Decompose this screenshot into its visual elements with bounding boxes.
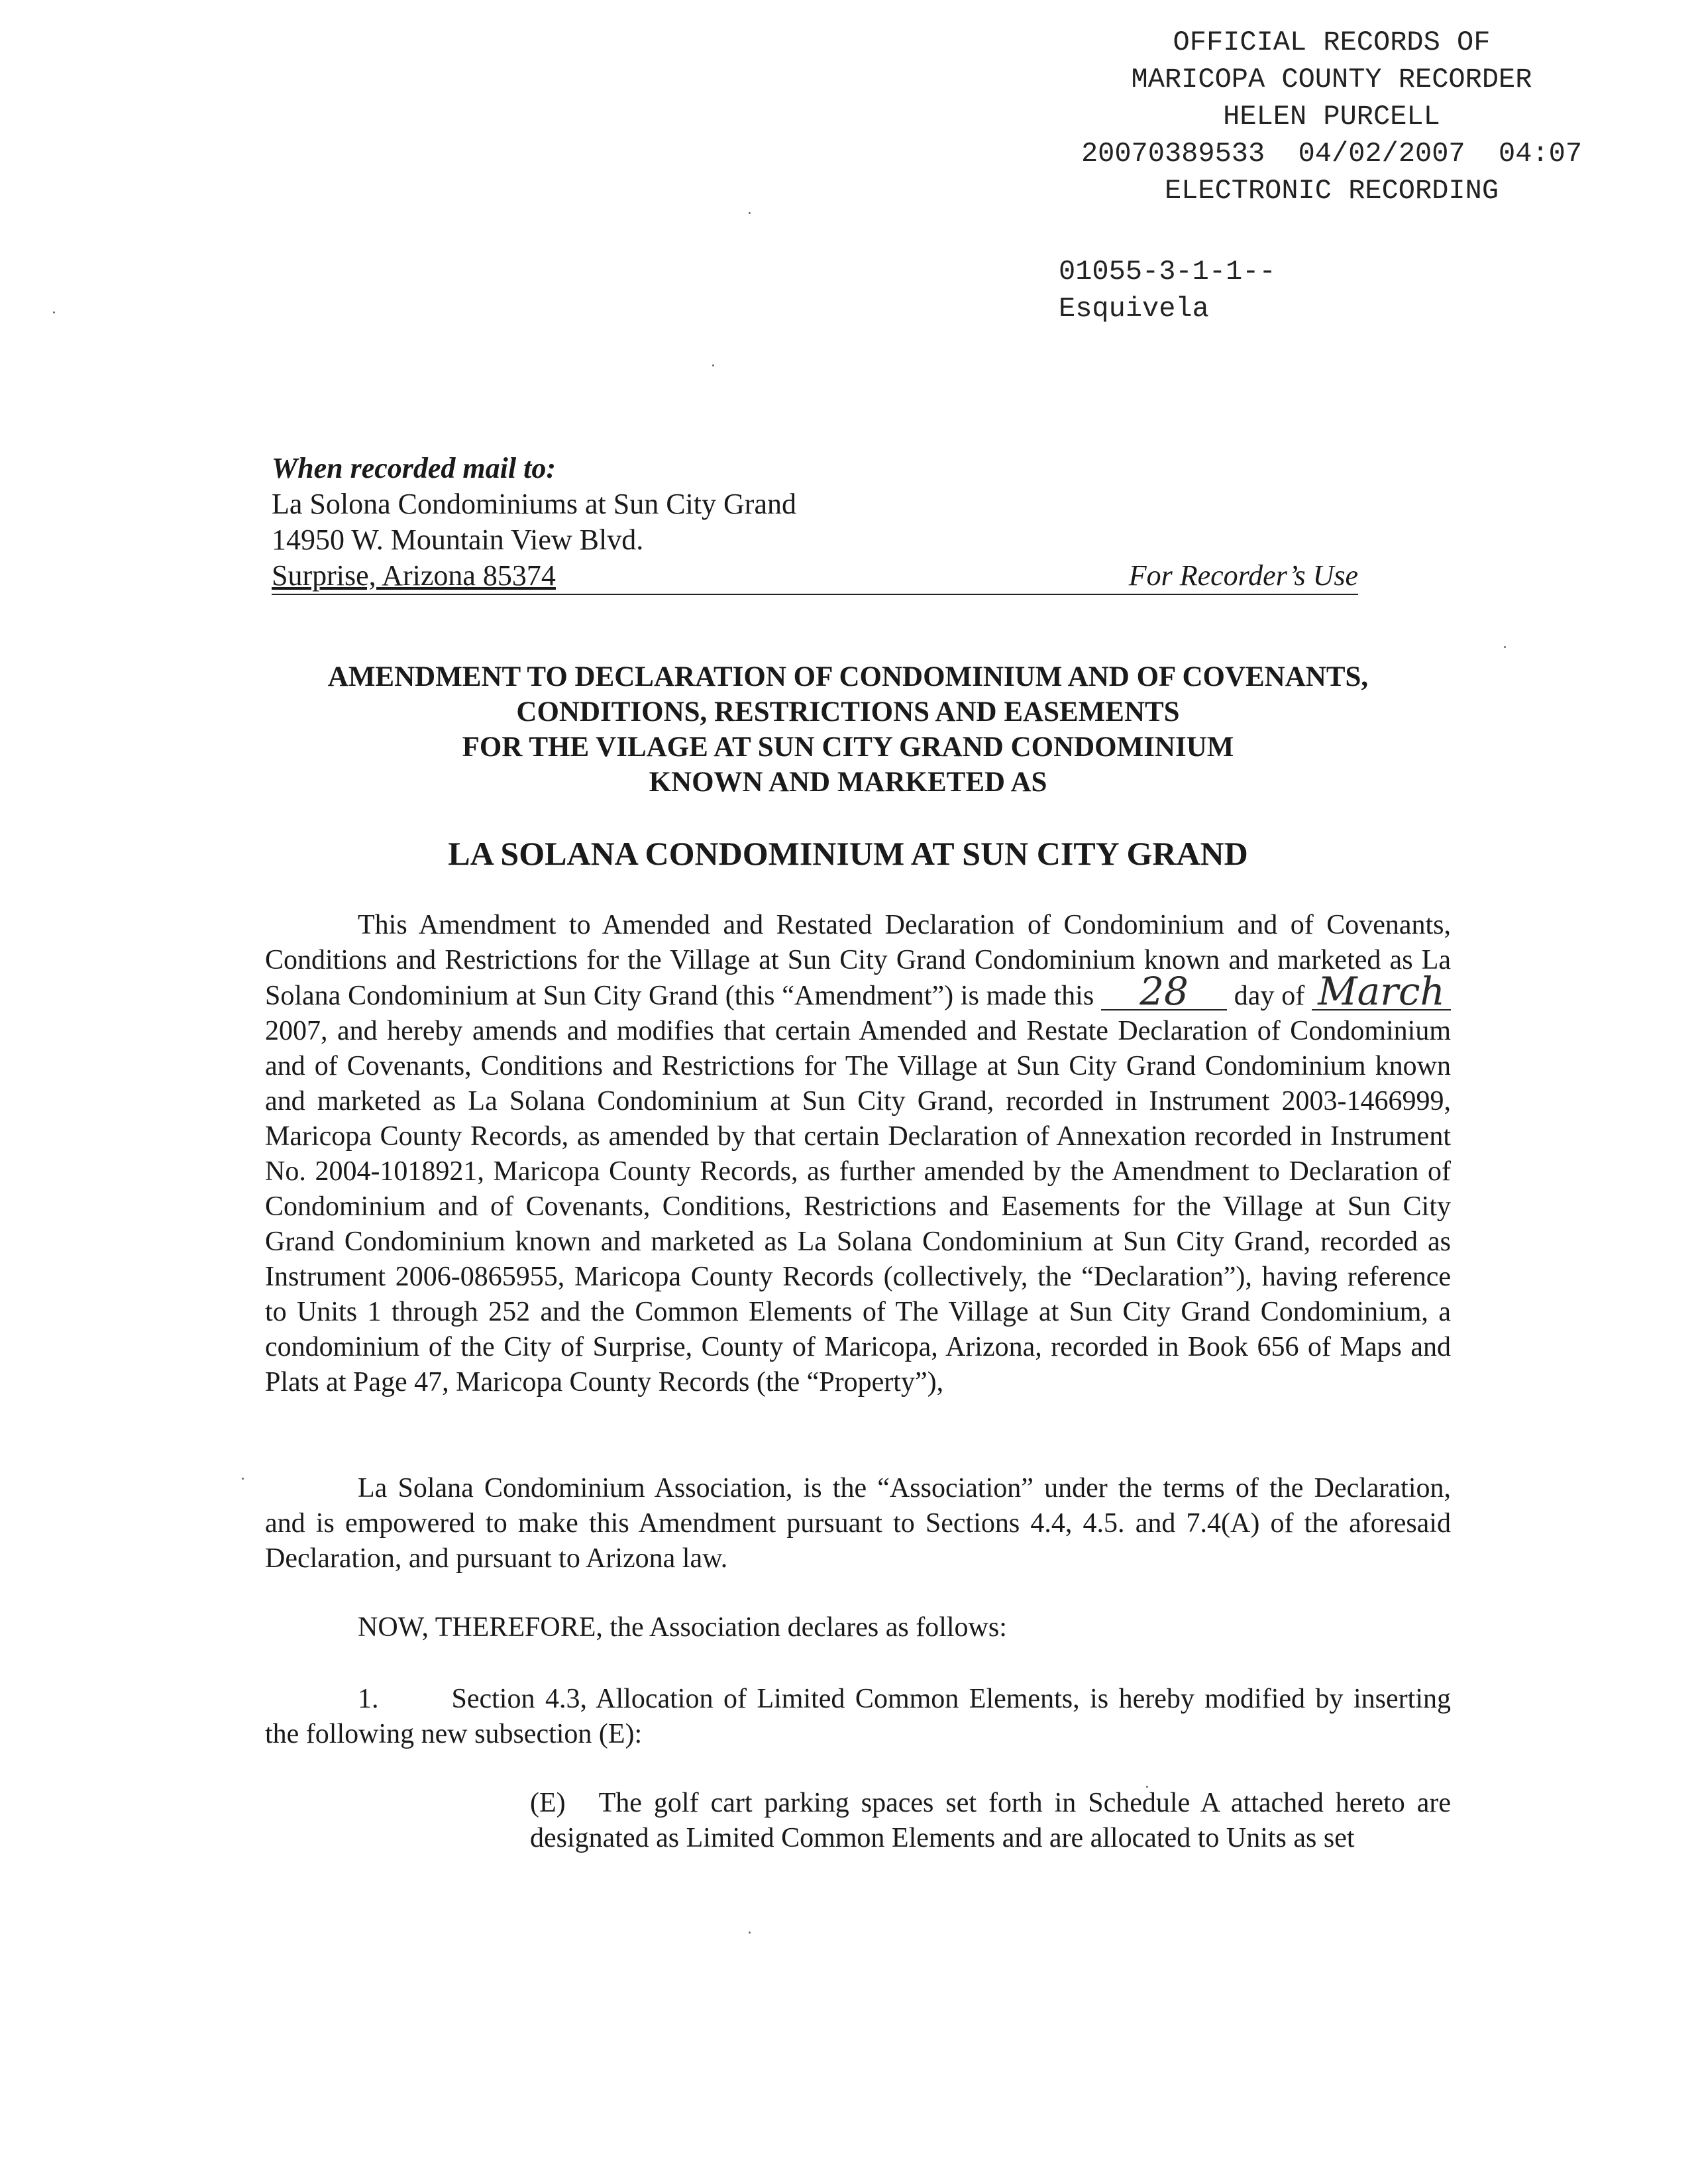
stamp-line: ELECTRONIC RECORDING bbox=[1164, 175, 1499, 207]
mail-to-block bbox=[272, 451, 1365, 595]
mail-to-label: When recorded mail to: bbox=[272, 452, 556, 484]
day-of-label: day of bbox=[1234, 981, 1305, 1011]
paragraph-subsection-e bbox=[530, 1786, 1451, 1856]
handwritten-day: 28 bbox=[1140, 969, 1189, 1014]
recorders-use-label: For Recorder’s Use bbox=[1128, 559, 1358, 592]
section-number: 1. bbox=[358, 1684, 379, 1714]
title-line: KNOWN AND MARKETED AS bbox=[649, 767, 1047, 798]
mail-address-line: 14950 W. Mountain View Blvd. bbox=[272, 523, 644, 556]
stamp-line: HELEN PURCELL bbox=[1223, 101, 1440, 133]
title-line: FOR THE VILAGE AT SUN CITY GRAND CONDOMINIUM bbox=[462, 732, 1234, 763]
stamp-line: MARICOPA COUNTY RECORDER bbox=[1131, 64, 1532, 95]
association-text: La Solana Condominium Association, is the “Association” under the terms of the Declaration, and is empowered to make this Amendment pursuant to Sections 4.4, 4.5. and 7.4(A) of the aforesaid Declaration, and pursuant to Arizona law. bbox=[265, 1473, 1451, 1574]
document-subtitle: LA SOLANA CONDOMINIUM AT SUN CITY GRAND bbox=[448, 835, 1248, 872]
handwritten-month: March bbox=[1318, 969, 1445, 1014]
stamp-line: OFFICIAL RECORDS OF bbox=[1173, 27, 1491, 58]
now-therefore-text: NOW, THEREFORE, the Association declares as follows: bbox=[358, 1612, 1007, 1643]
mail-address-city: Surprise, Arizona 85374 bbox=[272, 559, 556, 592]
day-blank bbox=[1101, 969, 1227, 1014]
paragraph-recital bbox=[265, 908, 1451, 1400]
recorder-stamp bbox=[1034, 24, 1630, 209]
subsection-e-text: The golf cart parking spaces set forth in Schedule A attached hereto are designated as Limited Common Elements and are allocated to Units as set bbox=[530, 1788, 1451, 1853]
recital-text-rest: 2007, and hereby amends and modifies that certain Amended and Restate Declaration of Condominium and of Covenants, Conditions and Restrictions for The Village at Sun City Grand Condominium known and marketed as La Solana Condominium at Sun City Grand, recorded in Instrument 2003-1466999, Maricopa County Records, as amended by that certain Declaration of Annexation recorded in Instrument No. 2004-1018921, Maricopa County Records, as further amended by the Amendment to Declaration of Condominium and of Covenants, Conditions, Restrictions and Easements for the Village at Sun City Grand Condominium known and marketed as La Solana Condominium at Sun City Grand, recorded as Instrument 2006-0865955, Maricopa County Records (collectively, the “Declaration”), having reference to Units 1 through 252 and the Common Elements of The Village at Sun City Grand Condominium, a condominium of the City of Surprise, County of Maricopa, Arizona, recorded in Book 656 of Maps and Plats at Page 47, Maricopa County Records (the “Property”), bbox=[265, 1016, 1451, 1397]
recording-id bbox=[1059, 253, 1276, 327]
recorder-name: Esquivela bbox=[1059, 293, 1209, 325]
scan-speck bbox=[242, 1478, 244, 1480]
subsection-label: (E) bbox=[530, 1788, 566, 1818]
scan-speck bbox=[749, 1932, 751, 1934]
title-line: CONDITIONS, RESTRICTIONS AND EASEMENTS bbox=[516, 696, 1180, 728]
docket-number: 01055-3-1-1-- bbox=[1059, 256, 1276, 288]
document-title bbox=[172, 659, 1524, 800]
mail-address-line-rule bbox=[272, 558, 1358, 595]
scan-speck bbox=[749, 212, 751, 214]
month-blank bbox=[1312, 969, 1451, 1014]
scan-speck bbox=[1146, 1786, 1148, 1788]
paragraph-association bbox=[265, 1471, 1451, 1576]
recital-text-start: This Amendment to Amended and Restated Declaration of Condominium and of Covenants, Conditions and Restrictions for the Village at Sun City Grand Condominium known and marketed as La Solana Condominium at Sun City Grand (this “Amendment”) is made this bbox=[265, 910, 1451, 1011]
paragraph-now-therefore bbox=[265, 1610, 1451, 1645]
scan-speck bbox=[53, 311, 55, 313]
scan-speck bbox=[712, 364, 714, 366]
stamp-line-number-date: 20070389533 04/02/2007 04:07 bbox=[1081, 138, 1583, 170]
scan-speck bbox=[1504, 646, 1506, 648]
paragraph-section-1 bbox=[265, 1682, 1451, 1752]
title-line: AMENDMENT TO DECLARATION OF CONDOMINIUM AND OF COVENANTS, bbox=[327, 661, 1369, 692]
mail-address-line: La Solona Condominiums at Sun City Grand bbox=[272, 488, 796, 520]
section-1-text: Section 4.3, Allocation of Limited Common Elements, is hereby modified by inserting the following new subsection (E): bbox=[265, 1684, 1451, 1749]
